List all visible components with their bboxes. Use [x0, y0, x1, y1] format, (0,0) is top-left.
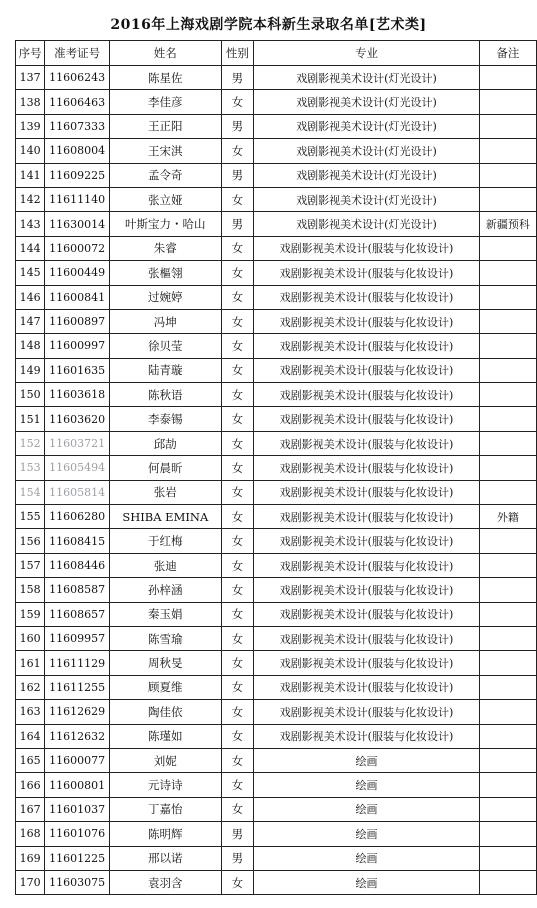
row-note — [479, 431, 536, 455]
row-gender: 女 — [221, 285, 254, 309]
row-exam-id: 11609225 — [45, 163, 110, 187]
row-gender: 女 — [221, 651, 254, 675]
row-gender: 女 — [221, 480, 254, 504]
row-name: 何晨昕 — [110, 456, 221, 480]
row-name: 陈雪瑜 — [110, 626, 221, 650]
row-seq: 155 — [16, 505, 45, 529]
row-seq: 146 — [16, 285, 45, 309]
row-name: 邱劼 — [110, 431, 221, 455]
row-seq: 139 — [16, 114, 45, 138]
row-name: 陈星佐 — [110, 66, 221, 90]
row-exam-id: 11600449 — [45, 261, 110, 285]
row-seq: 164 — [16, 724, 45, 748]
row-gender: 女 — [221, 553, 254, 577]
row-exam-id: 11600997 — [45, 334, 110, 358]
row-note — [479, 236, 536, 260]
row-seq: 153 — [16, 456, 45, 480]
table-row — [16, 505, 537, 529]
row-note — [479, 383, 536, 407]
row-gender: 男 — [221, 163, 254, 187]
row-exam-id: 11601635 — [45, 358, 110, 382]
row-note — [479, 724, 536, 748]
table-row — [16, 797, 537, 821]
table-row — [16, 748, 537, 772]
admission-table — [15, 40, 537, 895]
row-name: 李泰锡 — [110, 407, 221, 431]
row-seq: 166 — [16, 773, 45, 797]
row-major: 绘画 — [254, 773, 480, 797]
row-name: 徐贝莹 — [110, 334, 221, 358]
row-note — [479, 797, 536, 821]
row-exam-id: 11603620 — [45, 407, 110, 431]
row-name: 于红梅 — [110, 529, 221, 553]
row-seq: 167 — [16, 797, 45, 821]
row-major: 戏剧影视美术设计(服装与化妆设计) — [254, 505, 480, 529]
document-title: 2016年上海戏剧学院本科新生录取名单[艺术类] — [110, 17, 427, 33]
table-row — [16, 700, 537, 724]
row-seq: 162 — [16, 675, 45, 699]
row-exam-id: 11609957 — [45, 626, 110, 650]
table-row — [16, 724, 537, 748]
header-gender: 性别 — [221, 41, 254, 66]
row-major: 戏剧影视美术设计(服装与化妆设计) — [254, 236, 480, 260]
table-row — [16, 334, 537, 358]
row-note — [479, 822, 536, 846]
row-name: 邢以诺 — [110, 846, 221, 870]
row-major: 戏剧影视美术设计(服装与化妆设计) — [254, 602, 480, 626]
table-row — [16, 578, 537, 602]
row-gender: 女 — [221, 187, 254, 211]
row-gender: 女 — [221, 700, 254, 724]
row-major: 戏剧影视美术设计(灯光设计) — [254, 187, 480, 211]
table-row — [16, 675, 537, 699]
table-header-row — [16, 41, 537, 66]
row-gender: 女 — [221, 602, 254, 626]
row-major: 绘画 — [254, 748, 480, 772]
row-major: 绘画 — [254, 846, 480, 870]
table-row — [16, 261, 537, 285]
table-row — [16, 139, 537, 163]
row-name: 过婉婷 — [110, 285, 221, 309]
table-row — [16, 456, 537, 480]
row-exam-id: 11601225 — [45, 846, 110, 870]
row-note — [479, 261, 536, 285]
row-name: 冯坤 — [110, 309, 221, 333]
row-note — [479, 480, 536, 504]
row-exam-id: 11601037 — [45, 797, 110, 821]
row-exam-id: 11606280 — [45, 505, 110, 529]
table-row — [16, 602, 537, 626]
table-row — [16, 651, 537, 675]
row-note — [479, 139, 536, 163]
row-exam-id: 11608004 — [45, 139, 110, 163]
row-seq: 142 — [16, 187, 45, 211]
table-row — [16, 236, 537, 260]
row-major: 戏剧影视美术设计(服装与化妆设计) — [254, 626, 480, 650]
row-gender: 女 — [221, 334, 254, 358]
row-major: 戏剧影视美术设计(服装与化妆设计) — [254, 285, 480, 309]
row-exam-id: 11608657 — [45, 602, 110, 626]
row-exam-id: 11600077 — [45, 748, 110, 772]
row-exam-id: 11603618 — [45, 383, 110, 407]
row-major: 戏剧影视美术设计(灯光设计) — [254, 139, 480, 163]
row-gender: 女 — [221, 261, 254, 285]
row-exam-id: 11600072 — [45, 236, 110, 260]
row-major: 戏剧影视美术设计(服装与化妆设计) — [254, 261, 480, 285]
table-row — [16, 773, 537, 797]
row-note — [479, 187, 536, 211]
row-seq: 148 — [16, 334, 45, 358]
table-row — [16, 66, 537, 90]
table-row — [16, 114, 537, 138]
row-name: 刘妮 — [110, 748, 221, 772]
row-major: 戏剧影视美术设计(服装与化妆设计) — [254, 309, 480, 333]
row-major: 戏剧影视美术设计(服装与化妆设计) — [254, 480, 480, 504]
row-name: 陈秋语 — [110, 383, 221, 407]
table-row — [16, 358, 537, 382]
row-major: 戏剧影视美术设计(灯光设计) — [254, 212, 480, 236]
row-seq: 158 — [16, 578, 45, 602]
table-row — [16, 163, 537, 187]
table-row — [16, 212, 537, 236]
row-major: 戏剧影视美术设计(服装与化妆设计) — [254, 456, 480, 480]
row-exam-id: 11606463 — [45, 90, 110, 114]
row-name: 陈明辉 — [110, 822, 221, 846]
row-seq: 149 — [16, 358, 45, 382]
table-row — [16, 553, 537, 577]
row-exam-id: 11606243 — [45, 66, 110, 90]
row-gender: 女 — [221, 748, 254, 772]
row-gender: 女 — [221, 505, 254, 529]
row-name: 丁嘉怡 — [110, 797, 221, 821]
row-note — [479, 870, 536, 894]
table-row — [16, 626, 537, 650]
row-major: 戏剧影视美术设计(服装与化妆设计) — [254, 358, 480, 382]
row-exam-id: 11603721 — [45, 431, 110, 455]
row-major: 戏剧影视美术设计(灯光设计) — [254, 114, 480, 138]
row-name: 陆青璇 — [110, 358, 221, 382]
row-major: 戏剧影视美术设计(服装与化妆设计) — [254, 724, 480, 748]
row-seq: 140 — [16, 139, 45, 163]
row-gender: 男 — [221, 212, 254, 236]
row-name: 张迪 — [110, 553, 221, 577]
row-exam-id: 11605814 — [45, 480, 110, 504]
row-note — [479, 675, 536, 699]
row-name: 顾夏维 — [110, 675, 221, 699]
row-gender: 女 — [221, 675, 254, 699]
row-exam-id: 11611140 — [45, 187, 110, 211]
row-note — [479, 456, 536, 480]
row-gender: 女 — [221, 797, 254, 821]
row-name: 陶佳依 — [110, 700, 221, 724]
row-note — [479, 285, 536, 309]
row-gender: 女 — [221, 383, 254, 407]
row-exam-id: 11601076 — [45, 822, 110, 846]
row-seq: 163 — [16, 700, 45, 724]
header-seq: 序号 — [16, 41, 45, 66]
row-note — [479, 309, 536, 333]
row-seq: 160 — [16, 626, 45, 650]
table-row — [16, 187, 537, 211]
header-exam-id: 准考证号 — [45, 41, 110, 66]
row-name: 孟令奇 — [110, 163, 221, 187]
row-major: 绘画 — [254, 797, 480, 821]
table-row — [16, 480, 537, 504]
row-note — [479, 553, 536, 577]
row-seq: 168 — [16, 822, 45, 846]
row-note — [479, 651, 536, 675]
row-name: SHIBA EMINA — [110, 505, 221, 529]
row-note — [479, 748, 536, 772]
row-gender: 女 — [221, 626, 254, 650]
table-row — [16, 285, 537, 309]
header-note: 备注 — [479, 41, 536, 66]
row-seq: 137 — [16, 66, 45, 90]
row-exam-id: 11603075 — [45, 870, 110, 894]
row-note — [479, 90, 536, 114]
row-major: 戏剧影视美术设计(灯光设计) — [254, 66, 480, 90]
row-seq: 156 — [16, 529, 45, 553]
row-exam-id: 11608415 — [45, 529, 110, 553]
row-gender: 女 — [221, 407, 254, 431]
row-note — [479, 846, 536, 870]
table-row — [16, 529, 537, 553]
row-name: 朱睿 — [110, 236, 221, 260]
row-gender: 男 — [221, 822, 254, 846]
row-seq: 152 — [16, 431, 45, 455]
table-row — [16, 383, 537, 407]
row-note — [479, 529, 536, 553]
row-exam-id: 11612629 — [45, 700, 110, 724]
row-major: 戏剧影视美术设计(服装与化妆设计) — [254, 700, 480, 724]
row-major: 戏剧影视美术设计(服装与化妆设计) — [254, 529, 480, 553]
row-seq: 143 — [16, 212, 45, 236]
row-name: 张立娅 — [110, 187, 221, 211]
row-seq: 150 — [16, 383, 45, 407]
row-seq: 154 — [16, 480, 45, 504]
row-exam-id: 11608446 — [45, 553, 110, 577]
row-note: 外籍 — [479, 505, 536, 529]
table-row — [16, 90, 537, 114]
row-note — [479, 773, 536, 797]
row-gender: 女 — [221, 529, 254, 553]
row-major: 戏剧影视美术设计(服装与化妆设计) — [254, 334, 480, 358]
table-row — [16, 822, 537, 846]
row-note — [479, 602, 536, 626]
row-name: 孙梓涵 — [110, 578, 221, 602]
row-gender: 女 — [221, 431, 254, 455]
row-note — [479, 407, 536, 431]
row-exam-id: 11605494 — [45, 456, 110, 480]
row-note — [479, 578, 536, 602]
row-major: 戏剧影视美术设计(灯光设计) — [254, 163, 480, 187]
row-gender: 女 — [221, 90, 254, 114]
row-note — [479, 163, 536, 187]
row-seq: 151 — [16, 407, 45, 431]
row-name: 袁羽含 — [110, 870, 221, 894]
row-exam-id: 11608587 — [45, 578, 110, 602]
row-exam-id: 11600897 — [45, 309, 110, 333]
row-seq: 159 — [16, 602, 45, 626]
row-exam-id: 11630014 — [45, 212, 110, 236]
row-name: 元诗诗 — [110, 773, 221, 797]
row-exam-id: 11611129 — [45, 651, 110, 675]
row-gender: 女 — [221, 724, 254, 748]
row-seq: 138 — [16, 90, 45, 114]
row-gender: 男 — [221, 846, 254, 870]
row-seq: 157 — [16, 553, 45, 577]
row-exam-id: 11607333 — [45, 114, 110, 138]
row-exam-id: 11611255 — [45, 675, 110, 699]
row-major: 戏剧影视美术设计(服装与化妆设计) — [254, 407, 480, 431]
row-note — [479, 66, 536, 90]
header-major: 专业 — [254, 41, 480, 66]
row-seq: 165 — [16, 748, 45, 772]
row-name: 叶斯宝力・哈山 — [110, 212, 221, 236]
row-name: 秦玉娟 — [110, 602, 221, 626]
row-major: 戏剧影视美术设计(服装与化妆设计) — [254, 553, 480, 577]
row-name: 王宋淇 — [110, 139, 221, 163]
row-major: 戏剧影视美术设计(服装与化妆设计) — [254, 675, 480, 699]
row-gender: 男 — [221, 114, 254, 138]
row-major: 绘画 — [254, 870, 480, 894]
row-seq: 161 — [16, 651, 45, 675]
row-gender: 女 — [221, 870, 254, 894]
table-row — [16, 431, 537, 455]
row-note — [479, 114, 536, 138]
row-major: 戏剧影视美术设计(服装与化妆设计) — [254, 383, 480, 407]
header-name: 姓名 — [110, 41, 221, 66]
row-gender: 女 — [221, 456, 254, 480]
row-major: 戏剧影视美术设计(服装与化妆设计) — [254, 431, 480, 455]
row-note — [479, 700, 536, 724]
row-major: 戏剧影视美术设计(服装与化妆设计) — [254, 651, 480, 675]
row-seq: 141 — [16, 163, 45, 187]
row-seq: 145 — [16, 261, 45, 285]
row-exam-id: 11600801 — [45, 773, 110, 797]
row-major: 绘画 — [254, 822, 480, 846]
row-seq: 170 — [16, 870, 45, 894]
row-seq: 169 — [16, 846, 45, 870]
table-row — [16, 870, 537, 894]
row-note — [479, 358, 536, 382]
row-note — [479, 626, 536, 650]
row-exam-id: 11600841 — [45, 285, 110, 309]
row-name: 周秋旻 — [110, 651, 221, 675]
table-row — [16, 407, 537, 431]
row-note — [479, 334, 536, 358]
row-gender: 女 — [221, 358, 254, 382]
table-row — [16, 846, 537, 870]
row-exam-id: 11612632 — [45, 724, 110, 748]
table-row — [16, 309, 537, 333]
row-note: 新疆预科 — [479, 212, 536, 236]
row-seq: 147 — [16, 309, 45, 333]
row-gender: 女 — [221, 309, 254, 333]
row-major: 戏剧影视美术设计(服装与化妆设计) — [254, 578, 480, 602]
row-gender: 女 — [221, 139, 254, 163]
row-gender: 女 — [221, 236, 254, 260]
row-gender: 女 — [221, 578, 254, 602]
row-name: 李佳彦 — [110, 90, 221, 114]
row-major: 戏剧影视美术设计(灯光设计) — [254, 90, 480, 114]
row-seq: 144 — [16, 236, 45, 260]
row-gender: 女 — [221, 773, 254, 797]
row-name: 王正阳 — [110, 114, 221, 138]
row-name: 陈瑾如 — [110, 724, 221, 748]
row-gender: 男 — [221, 66, 254, 90]
row-name: 张岩 — [110, 480, 221, 504]
row-name: 张樞翎 — [110, 261, 221, 285]
